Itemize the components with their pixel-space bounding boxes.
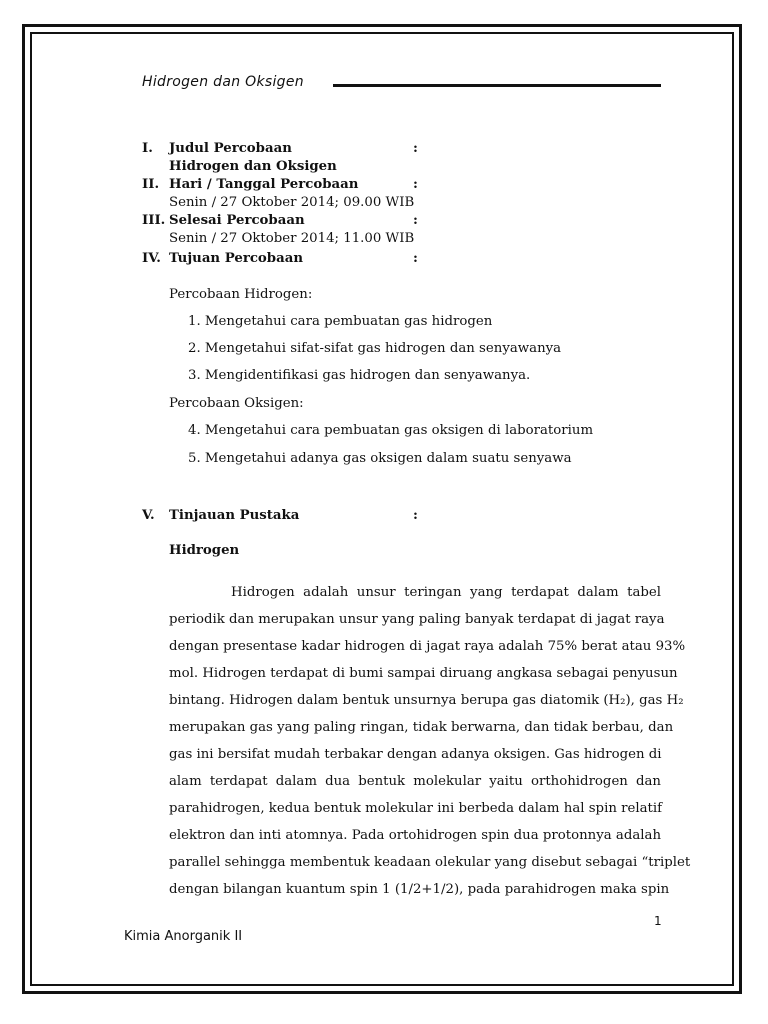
paragraph-line: dengan bilangan kuantum spin 1 (1/2+1/2), pada parahidrogen maka spin [169, 882, 670, 897]
paragraph-line: periodik dan merupakan unsur yang paling banyak terdapat di jagat raya [169, 612, 665, 627]
tujuan-hidrogen-heading: Percobaan Hidrogen: [169, 287, 313, 302]
paragraph-line: dengan presentase kadar hidrogen di jagat raya adalah 75% berat atau 93% [169, 639, 686, 654]
tujuan-oksigen-heading: Percobaan Oksigen: [169, 396, 304, 411]
list-item: 5. Mengetahui adanya gas oksigen dalam suatu senyawa [188, 451, 572, 466]
list-item: 4. Mengetahui cara pembuatan gas oksigen di laboratorium [188, 423, 594, 438]
paragraph-line: bintang. Hidrogen dalam bentuk unsurnya berupa gas diatomik (H₂), gas H₂ [169, 693, 684, 708]
section-label: Selesai Percobaan [169, 213, 305, 228]
paragraph-line: merupakan gas yang paling ringan, tidak berwarna, dan tidak berbau, dan [169, 720, 674, 735]
section-colon: : [413, 508, 418, 523]
section-label: Judul Percobaan [169, 141, 292, 156]
section-colon: : [413, 213, 418, 228]
paragraph-line: parahidrogen, kedua bentuk molekular ini berbeda dalam hal spin relatif [169, 801, 663, 816]
section-colon: : [413, 251, 418, 266]
page-number: 1 [654, 914, 662, 928]
section-label: Tujuan Percobaan [169, 251, 304, 266]
section-number: II. [142, 177, 160, 192]
footer-course: Kimia Anorganik II [124, 929, 243, 944]
section-number: I. [142, 141, 153, 156]
section-value: Senin / 27 Oktober 2014; 11.00 WIB [169, 231, 415, 246]
subheading-hidrogen: Hidrogen [169, 543, 240, 558]
paragraph-line: alam terdapat dalam dua bentuk molekular yaitu orthohidrogen dan [169, 774, 661, 789]
list-item: 1. Mengetahui cara pembuatan gas hidrogen [188, 314, 493, 329]
section-label: Tinjauan Pustaka [169, 508, 300, 523]
paragraph-line: elektron dan inti atomnya. Pada ortohidrogen spin dua protonnya adalah [169, 828, 662, 843]
section-number: IV. [142, 251, 161, 266]
section-value: Senin / 27 Oktober 2014; 09.00 WIB [169, 195, 415, 210]
list-item: 2. Mengetahui sifat-sifat gas hidrogen dan senyawanya [188, 341, 562, 356]
section-label: Hari / Tanggal Percobaan [169, 177, 359, 192]
section-value: Hidrogen dan Oksigen [169, 159, 337, 174]
paragraph-line: mol. Hidrogen terdapat di bumi sampai diruang angkasa sebagai penyusun [169, 666, 678, 681]
section-number: V. [142, 508, 155, 523]
section-number: III. [142, 213, 166, 228]
header-rule [333, 84, 661, 87]
paragraph-line: Hidrogen adalah unsur teringan yang terdapat dalam tabel [231, 585, 661, 600]
paragraph-line: gas ini bersifat mudah terbakar dengan adanya oksigen. Gas hidrogen di [169, 747, 662, 762]
section-colon: : [413, 141, 418, 156]
section-colon: : [413, 177, 418, 192]
paragraph-line: parallel sehingga membentuk keadaan olekular yang disebut sebagai “triplet [169, 855, 691, 870]
list-item: 3. Mengidentifikasi gas hidrogen dan senyawanya. [188, 368, 531, 383]
paragraph-hidrogen [169, 579, 691, 903]
header-title: Hidrogen dan Oksigen [142, 74, 304, 90]
